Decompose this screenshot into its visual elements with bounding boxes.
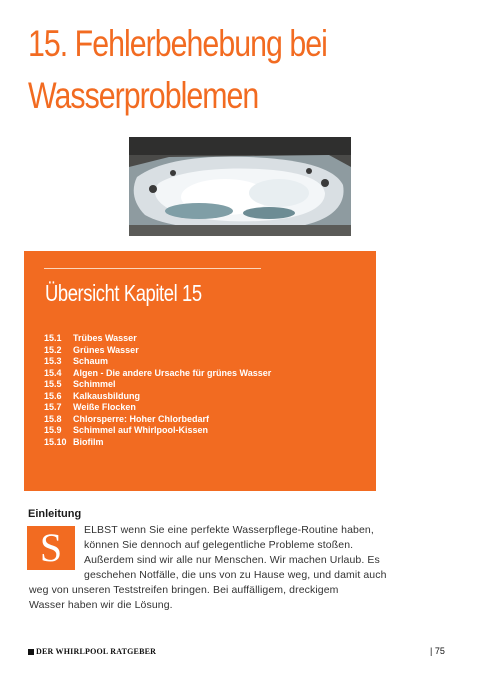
toc-number: 15.10 bbox=[44, 436, 67, 447]
toc-number: 15.1 bbox=[44, 333, 62, 343]
intro-line: können Sie dennoch auf gelegentliche Probleme stoßen. bbox=[84, 539, 354, 551]
toc-label: Schimmel bbox=[73, 379, 116, 389]
toc-label: Schaum bbox=[73, 356, 109, 366]
toc-label: Chlorsperre: Hoher Chlorbedarf bbox=[73, 413, 210, 424]
intro-line: weg von unseren Teststreifen bringen. Bei auffälligem, dreckigem bbox=[29, 584, 339, 596]
toc-number: 15.7 bbox=[44, 402, 62, 412]
intro-line: Wasser haben wir die Lösung. bbox=[29, 599, 173, 611]
toc-number: 15.4 bbox=[44, 367, 62, 378]
intro-line: geschehen Notfälle, die uns von zu Hause weg, und damit auch bbox=[84, 569, 387, 581]
hot-tub-photo bbox=[129, 137, 351, 236]
toc-item bbox=[44, 391, 271, 403]
toc-label: Schimmel auf Whirlpool-Kissen bbox=[73, 425, 209, 435]
toc-label: Trübes Wasser bbox=[73, 333, 137, 343]
toc-label: Biofilm bbox=[73, 436, 104, 447]
chapter-title-line-2: Wasserproblemen bbox=[28, 75, 259, 116]
toc-item bbox=[44, 414, 271, 426]
overview-divider bbox=[44, 268, 261, 269]
toc-number: 15.8 bbox=[44, 413, 62, 424]
page-number: | 75 bbox=[430, 646, 445, 656]
toc-item bbox=[44, 402, 271, 414]
toc-item bbox=[44, 356, 271, 368]
toc-item bbox=[44, 368, 271, 380]
intro-line: Außerdem sind wir alle nur Menschen. Wir machen Urlaub. Es bbox=[84, 554, 380, 566]
toc-item bbox=[44, 333, 271, 345]
intro-heading: Einleitung bbox=[28, 508, 82, 520]
intro-line: ELBST wenn Sie eine perfekte Wasserpflege-Routine haben, bbox=[84, 524, 374, 536]
chapter-title-line-1: 15. Fehlerbehebung bei bbox=[28, 23, 327, 64]
toc-label: Grünes Wasser bbox=[73, 344, 139, 355]
toc-number: 15.3 bbox=[44, 356, 62, 366]
overview-list bbox=[44, 333, 271, 448]
toc-item bbox=[44, 345, 271, 357]
footer-brand: DER WHIRLPOOL RATGEBER bbox=[36, 647, 157, 656]
toc-label: Kalkausbildung bbox=[73, 390, 141, 401]
toc-label: Algen - Die andere Ursache für grünes Wasser bbox=[73, 367, 272, 378]
toc-number: 15.5 bbox=[44, 379, 62, 389]
footer-marker bbox=[28, 649, 34, 655]
toc-number: 15.6 bbox=[44, 390, 62, 401]
toc-number: 15.2 bbox=[44, 344, 62, 355]
overview-heading: Übersicht Kapitel 15 bbox=[45, 280, 202, 306]
chapter-overview-box bbox=[24, 251, 376, 491]
chapter-title bbox=[28, 18, 389, 122]
toc-item bbox=[44, 437, 271, 449]
toc-number: 15.9 bbox=[44, 425, 62, 435]
drop-cap: S bbox=[27, 526, 75, 570]
toc-item bbox=[44, 379, 271, 391]
toc-item bbox=[44, 425, 271, 437]
toc-label: Weiße Flocken bbox=[73, 402, 136, 412]
